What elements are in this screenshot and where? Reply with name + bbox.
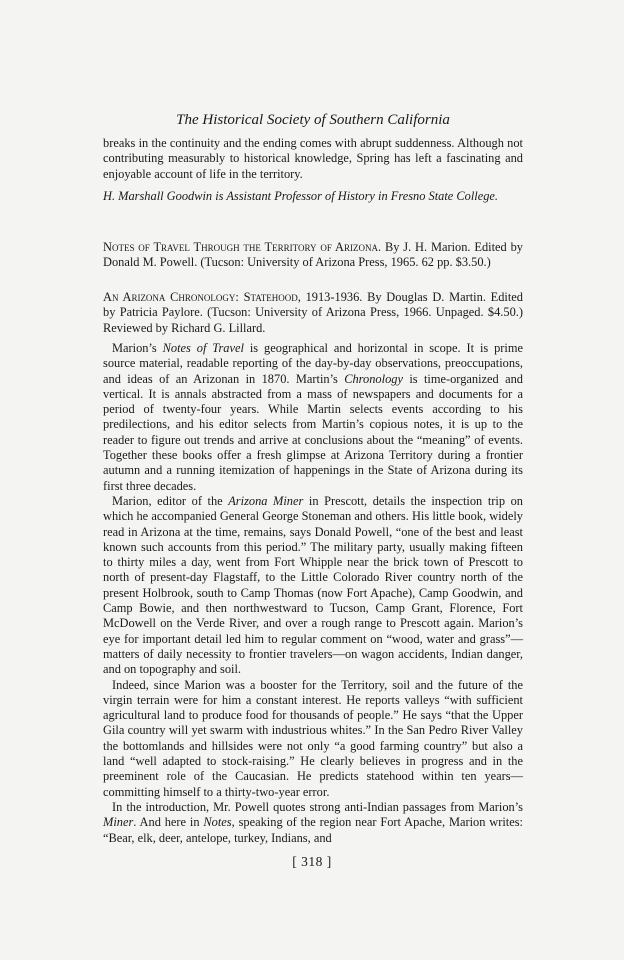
paragraph-3: Indeed, since Marion was a booster for the Territory, soil and the future of the virgin terrain were for him a constant interest. He reports valleys “with sufficient agricultural land to produce food for thousands of people.” He says “that the Upper Gila country will yet swarm with industrious whites.” In the San Pedro River Valley the bottomlands and hillsides were not only “a good farming country” but also a land “well adapted to stock-raising.” He clearly believes in progress and in the preeminent role of the Caucasian. He predicts statehood within ten years—committing himself to a thirty-two-year error.: [103, 677, 523, 799]
book-title-1: Notes of Travel Through the Territory of Arizona.: [103, 240, 382, 254]
paragraph-4: In the introduction, Mr. Powell quotes strong anti-Indian passages from Marion’s Miner. And here in Notes, speaking of the region near Fort Apache, Marion writes: “Bear, elk, deer, antelope, turkey, Indians, and: [103, 799, 523, 845]
review-continuation: [103, 136, 523, 182]
book-details-1: By J. H. Marion. Edited by Donald M. Powell. (Tucson: University of Arizona Press, 1965. 62 pp. $3.50.): [103, 240, 523, 270]
author-note: [103, 189, 523, 204]
paragraph-1: Marion’s Notes of Travel is geographical and horizontal in scope. It is prime source material, readable reporting of the day-by-day observations, preoccupations, and ideas of an Arizonan in 1870. Martin’s Chronology is time-organized and vertical. It is annals abstracted from a mass of newspapers and documents for a period of twenty-four years. While Martin selects events according to his predilections, and his editor selects from Martin’s copious notes, it is up to the reader to figure out trends and arrive at conclusions about the “meaning” of events. Together these books offer a fresh glimpse at Arizona Territory during a frontier autumn and a running itemization of happenings in the State of Arizona during its first three decades.: [103, 341, 524, 493]
book-citation-2: [103, 290, 523, 336]
page-number: [ 318 ]: [292, 854, 332, 869]
book-title-2: An Arizona Chronology: Statehood,: [103, 290, 301, 304]
continuation-text: breaks in the continuity and the ending comes with abrupt suddenness. Although not contributing measurably to historical knowledge, Spring has left a fascinating and enjoyable account of life in the territory.: [103, 136, 523, 181]
review-body: [103, 341, 523, 846]
book-details-2: 1913-1936. By Douglas D. Martin. Edited by Patricia Paylore. (Tucson: University of Arizona Press, 1966. Unpaged. $4.50.) Reviewed by Richard G. Lillard.: [103, 290, 523, 335]
book-citation-1: [103, 240, 523, 271]
author-note-text: H. Marshall Goodwin is Assistant Professor of History in Fresno State College.: [103, 189, 499, 203]
paragraph-2: Marion, editor of the Arizona Miner in Prescott, details the inspection trip on which he accompanied General George Stoneman and others. His little book, widely read in Arizona at the time, remains, says Donald Powell, “one of the best and least known such accounts from this period.” The military party, usually making fifteen to thirty miles a day, went from Fort Whipple near the brick town of Prescott to north of present-day Flagstaff, to the Little Colorado River country north of the present Holbrook, south to Camp Thomas (now Fort Apache), Camp Goodwin, and Camp Bowie, and then northwestward to Tucson, Camp Grant, Florence, Fort McDowell on the Verde River, and over a rough range to Prescott again. Marion’s eye for important detail led him to regular comment on “wood, water and grass”—matters of daily necessity to frontier travelers—on wagon accidents, Indian danger, and on topography and soil.: [103, 493, 523, 677]
running-head: The Historical Society of Southern California: [176, 112, 450, 128]
